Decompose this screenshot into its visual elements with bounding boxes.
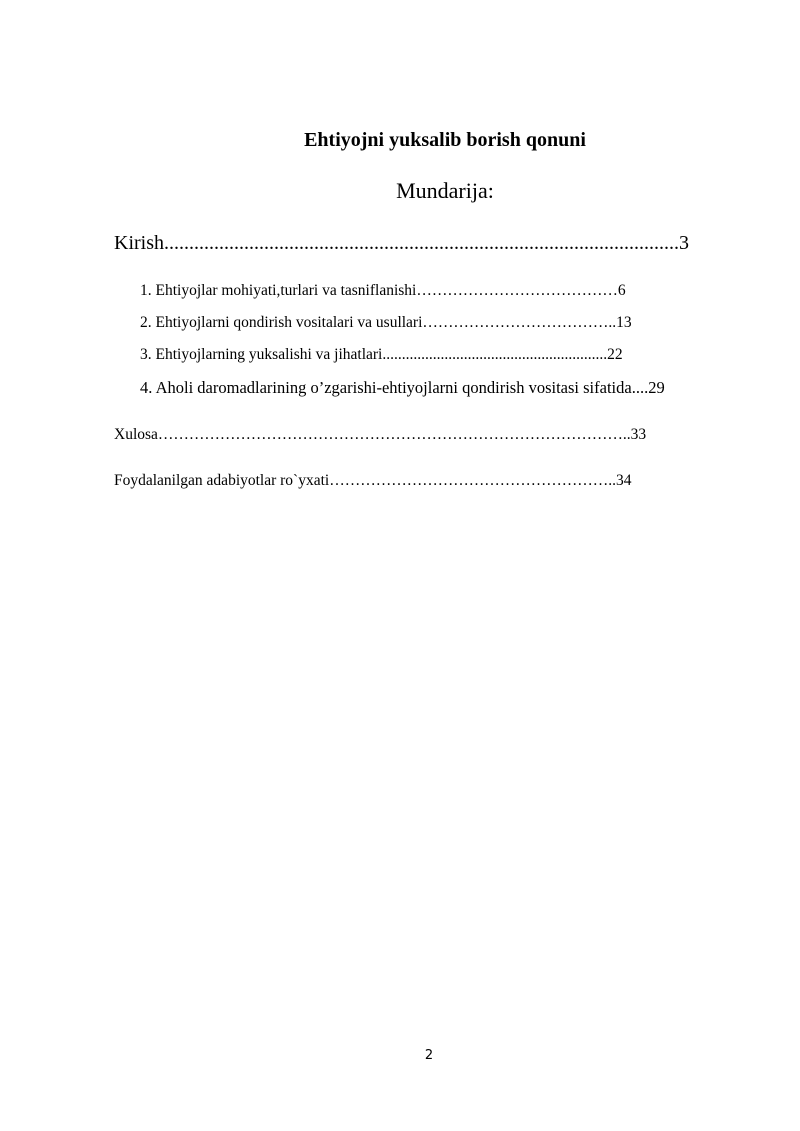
toc-entry-chapter-3: 3. Ehtiyojlarning yuksalishi va jihatlari..........................................................22 (140, 346, 623, 363)
toc-entry-conclusion: Xulosa………………………………………………………………………………..33 (114, 426, 647, 443)
toc-entry-chapter-1: 1. Ehtiyojlar mohiyati,turlari va tasniflanishi…………………………………6 (140, 282, 626, 299)
page-number: 2 (424, 1048, 434, 1063)
toc-entry-intro: Kirish.......................................................................................................3 (114, 232, 689, 254)
contents-heading: Mundarija: (396, 178, 494, 203)
toc-entry-references: Foydalanilgan adabiyotlar ro`yxati………………………………………………..34 (114, 472, 632, 489)
document-title: Ehtiyojni yuksalib borish qonuni (304, 129, 586, 151)
toc-entry-chapter-4: 4. Aholi daromadlarining o’zgarishi-ehtiyojlarni qondirish vositasi sifatida....29 (140, 378, 665, 397)
toc-entry-chapter-2: 2. Ehtiyojlarni qondirish vositalari va usullari………………………………..13 (140, 314, 632, 331)
